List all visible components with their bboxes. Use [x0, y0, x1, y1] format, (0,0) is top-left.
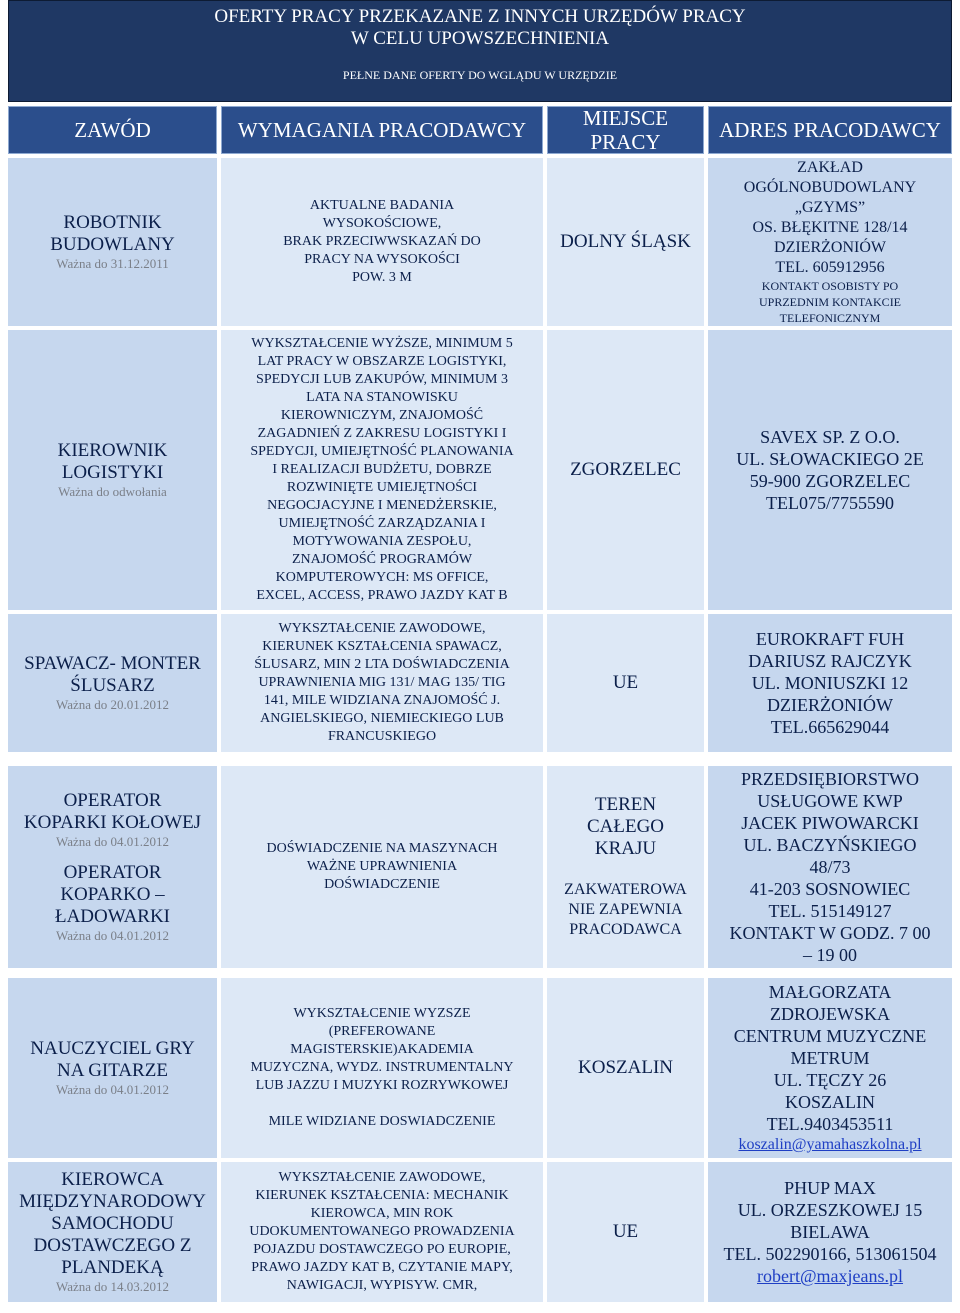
requirement-line: SPEDYCJI, UMIEJĘTNOŚĆ PLANOWANIA: [250, 444, 514, 459]
requirement-line: BRAK PRZECIWWSKAZAŃ DO: [283, 234, 481, 249]
address-line: DZIERŻONIÓW: [774, 239, 886, 256]
location-line: UE: [612, 1221, 639, 1242]
job-title-line: BUDOWLANY: [50, 234, 175, 255]
header-job-label: ZAWÓD: [74, 118, 151, 142]
job-title-line: KIEROWCA: [61, 1169, 164, 1190]
job-title-line: KOPARKO –: [60, 884, 165, 905]
requirement-line: DOŚWIADCZENIE NA MASZYNACH: [266, 841, 498, 856]
location-note: PRACODAWCA: [569, 921, 682, 938]
address-note: UPRZEDNIM KONTAKCIE: [758, 295, 902, 309]
header-address-label: ADRES PRACODAWCY: [719, 118, 941, 142]
requirement-line: MUZYCZNA, WYDZ. INSTRUMENTALNY: [250, 1060, 514, 1075]
row-4-job: [8, 766, 217, 968]
requirement-line: EXCEL, ACCESS, PRAWO JAZDY KAT B: [256, 588, 508, 603]
row-3-address: [708, 614, 952, 752]
address-hours: KONTAKT W GODZ. 7 00: [729, 923, 931, 943]
location-line: KOSZALIN: [578, 1057, 673, 1078]
requirement-line: 141, MILE WIDZIANA ZNAJOMOŚĆ J.: [263, 693, 501, 708]
location-line: TEREN: [594, 794, 657, 815]
requirement-line: PRAWO JAZDY KAT B, CZYTANIE MAPY,: [251, 1260, 513, 1275]
requirement-line: MAGISTERSKIE)AKADEMIA: [290, 1042, 474, 1057]
requirement-line: POW. 3 M: [352, 270, 412, 285]
validity-date: Ważna do 14.03.2012: [55, 1279, 170, 1294]
requirement-line: KOMPUTEROWYCH: MS OFFICE,: [275, 570, 489, 585]
requirement-line: ŚLUSARZ, MIN 2 LTA DOŚWIADCZENIA: [254, 657, 510, 672]
requirement-line: NAWIGACJI, WYPISYW. CMR,: [286, 1278, 478, 1293]
job-title-line: OPERATOR: [63, 862, 162, 883]
requirement-line: KIEROWCA, MIN ROK: [310, 1206, 454, 1221]
row-1-location: [547, 158, 704, 326]
requirement-line: POJAZDU DOSTAWCZEGO PO EUROPIE,: [253, 1242, 511, 1257]
address-line: DARIUSZ RAJCZYK: [748, 651, 912, 671]
address-line: UL. TĘCZY 26: [773, 1070, 887, 1090]
location-line: UE: [612, 672, 639, 693]
row-2-job: [8, 330, 217, 610]
requirement-line: (PREFEROWANE: [328, 1024, 436, 1039]
validity-date: Ważna do 20.01.2012: [55, 697, 170, 712]
row-5-address: [708, 978, 952, 1158]
address-line: UL. ORZESZKOWEJ 15: [737, 1200, 923, 1220]
requirement-line: LATA NA STANOWISKU: [306, 390, 458, 405]
address-line: ZDROJEWSKA: [770, 1004, 890, 1024]
address-line: PHUP MAX: [784, 1178, 876, 1198]
address-line: EUROKRAFT FUH: [755, 629, 905, 649]
address-line: 41-203 SOSNOWIEC: [749, 879, 911, 899]
row-6-location: [547, 1162, 704, 1302]
requirement-line: KIEROWNICZYM, ZNAJOMOŚĆ: [280, 408, 484, 423]
requirement-line: UMIEJĘTNOŚĆ ZARZĄDZANIA I: [278, 516, 486, 531]
header-location: [547, 106, 704, 154]
requirement-line: UPRAWNIENIA MIG 131/ MAG 135/ TIG: [258, 675, 506, 690]
row-3-job: [8, 614, 217, 752]
address-line: OGÓLNOBUDOWLANY: [743, 179, 917, 196]
validity-date: Ważna do 04.01.2012: [55, 834, 170, 849]
validity-date: Ważna do 04.01.2012: [55, 1082, 170, 1097]
row-6-address: [708, 1162, 952, 1302]
requirement-line: UDOKUMENTOWANEGO PROWADZENIA: [249, 1224, 515, 1239]
job-title-line: NAUCZYCIEL GRY: [30, 1038, 195, 1059]
requirement-line: FRANCUSKIEGO: [327, 729, 437, 744]
row-5-requirements: [221, 978, 543, 1158]
row-3-location: [547, 614, 704, 752]
email-link[interactable]: koszalin@yamahaszkolna.pl: [738, 1136, 922, 1153]
row-6-job: [8, 1162, 217, 1302]
row-2-address: [708, 330, 952, 610]
address-line: UL. BACZYŃSKIEGO: [743, 835, 917, 855]
row-1-address: [708, 158, 952, 326]
address-line: 59-900 ZGORZELEC: [749, 471, 911, 491]
requirement-line: WYKSZTAŁCENIE ZAWODOWE,: [278, 1170, 486, 1185]
job-title-line: SAMOCHODU: [51, 1213, 174, 1234]
validity-date: Ważna do odwołania: [58, 484, 167, 499]
header-address: [708, 106, 952, 154]
address-line: BIELAWA: [790, 1222, 870, 1242]
requirement-line: KIERUNEK KSZTAŁCENIA: MECHANIK: [255, 1188, 509, 1203]
requirement-line: DOŚWIADCZENIE: [324, 877, 440, 892]
header-job: [8, 106, 217, 154]
address-line: OS. BŁĘKITNE 128/14: [752, 219, 908, 236]
address-line: USŁUGOWE KWP: [757, 791, 903, 811]
job-title-line: SPAWACZ- MONTER: [24, 653, 201, 674]
banner-subtitle: W CELU UPOWSZECHNIENIA: [350, 28, 610, 49]
validity-date: Ważna do 04.01.2012: [55, 928, 170, 943]
address-note: TELEFONICZNYM: [779, 311, 881, 325]
header-requirements: [221, 106, 543, 154]
banner-title: OFERTY PRACY PRZEKAZANE Z INNYCH URZĘDÓW PRACY: [214, 6, 746, 27]
row-3-requirements: [221, 614, 543, 752]
header-location-line1: MIEJSCE: [582, 106, 669, 130]
validity-date: Ważna do 31.12.2011: [56, 256, 169, 271]
banner-note: PEŁNE DANE OFERTY DO WGLĄDU W URZĘDZIE: [342, 68, 618, 82]
row-5-location: [547, 978, 704, 1158]
address-phone: TEL.665629044: [770, 717, 890, 737]
requirement-line: ROZWINIĘTE UMIEJĘTNOŚCI: [286, 480, 478, 495]
address-line: KOSZALIN: [785, 1092, 875, 1112]
address-line: „GZYMS”: [794, 199, 866, 216]
address-phone: TEL. 502290166, 513061504: [723, 1244, 937, 1264]
address-line: UL. MONIUSZKI 12: [751, 673, 909, 693]
address-line: UL. SŁOWACKIEGO 2E: [736, 449, 924, 469]
location-line: KRAJU: [594, 838, 657, 859]
location-line: DOLNY ŚLĄSK: [560, 231, 691, 252]
address-line: 48/73: [809, 857, 851, 877]
job-title-line: DOSTAWCZEGO Z: [33, 1235, 192, 1256]
requirement-line: LUB JAZZU I MUZYKI ROZRYWKOWEJ: [255, 1078, 509, 1093]
requirement-line: AKTUALNE BADANIA: [309, 198, 455, 213]
job-title-line: ROBOTNIK: [63, 212, 162, 233]
address-note: KONTAKT OSOBISTY PO: [761, 279, 899, 293]
location-line: ZGORZELEC: [570, 459, 681, 480]
job-title-line: MIĘDZYNARODOWY: [19, 1191, 206, 1212]
job-title-line: OPERATOR: [63, 790, 162, 811]
header-location-line2: PRACY: [590, 130, 661, 154]
requirement-line: ZNAJOMOŚĆ PROGRAMÓW: [291, 552, 473, 567]
row-4-location: [547, 766, 704, 968]
row-4-address: [708, 766, 952, 968]
email-link[interactable]: robert@maxjeans.pl: [756, 1266, 904, 1286]
address-line: SAVEX SP. Z O.O.: [760, 427, 900, 447]
requirement-line: WYKSZTAŁCENIE WYŻSZE, MINIMUM 5: [251, 336, 513, 351]
requirement-line: I REALIZACJI BUDŻETU, DOBRZE: [272, 462, 492, 477]
row-1-job: [8, 158, 217, 326]
address-line: MAŁGORZATA: [768, 982, 892, 1002]
row-6-requirements: [221, 1162, 543, 1302]
requirement-line: SPEDYCJI LUB ZAKUPÓW, MINIMUM 3: [256, 372, 508, 387]
job-title-line: LOGISTYKI: [61, 462, 164, 483]
job-title-line: NA GITARZE: [57, 1060, 168, 1081]
location-line: CAŁEGO: [586, 816, 665, 837]
address-phone: TEL. 605912956: [775, 259, 885, 276]
address-phone: TEL075/7755590: [766, 493, 894, 513]
address-line: DZIERŻONIÓW: [767, 695, 893, 715]
requirement-line: LAT PRACY W OBSZARZE LOGISTYKI,: [257, 354, 507, 369]
job-title-line: KOPARKI KOŁOWEJ: [23, 812, 202, 833]
address-line: METRUM: [790, 1048, 870, 1068]
requirement-line: MOTYWOWANIA ZESPOŁU,: [292, 534, 472, 549]
requirement-line: ANGIELSKIEGO, NIEMIECKIEGO LUB: [260, 711, 504, 726]
requirement-line: NEGOCJACYJNE I MENEDŻERSKIE,: [267, 498, 497, 513]
requirement-line: PRACY NA WYSOKOŚCI: [304, 252, 460, 267]
address-phone: TEL.9403453511: [766, 1114, 894, 1134]
requirement-line: WYKSZTAŁCENIE ZAWODOWE,: [278, 621, 486, 636]
requirement-line: MILE WIDZIANE DOSWIADCZENIE: [268, 1114, 496, 1129]
header-requirements-label: WYMAGANIA PRACODAWCY: [237, 118, 527, 142]
row-2-requirements: [221, 330, 543, 610]
location-note: ZAKWATEROWA: [564, 881, 687, 898]
address-hours: – 19 00: [803, 945, 857, 965]
requirement-line: ZAGADNIEŃ Z ZAKRESU LOGISTYKI I: [257, 426, 507, 441]
requirement-line: KIERUNEK KSZTAŁCENIA SPAWACZ,: [262, 639, 502, 654]
job-title-line: ŁADOWARKI: [54, 906, 171, 927]
address-line: CENTRUM MUZYCZNE: [733, 1026, 927, 1046]
address-line: PRZEDSIĘBIORSTWO: [740, 769, 919, 789]
requirement-line: WAŻNE UPRAWNIENIA: [306, 859, 458, 874]
address-line: ZAKŁAD: [797, 159, 863, 176]
location-note: NIE ZAPEWNIA: [568, 901, 683, 918]
row-2-location: [547, 330, 704, 610]
address-phone: TEL. 515149127: [768, 901, 892, 921]
requirement-line: WYKSZTAŁCENIE WYZSZE: [293, 1006, 471, 1021]
row-5-job: [8, 978, 217, 1158]
job-title-line: KIEROWNIK: [57, 440, 168, 461]
row-4-requirements: [221, 766, 543, 968]
address-line: JACEK PIWOWARCKI: [741, 813, 919, 833]
requirement-line: WYSOKOŚCIOWE,: [322, 216, 442, 231]
job-title-line: ŚLUSARZ: [70, 675, 155, 696]
page-banner: [8, 0, 952, 102]
job-title-line: PLANDEKĄ: [61, 1257, 164, 1278]
row-1-requirements: [221, 158, 543, 326]
